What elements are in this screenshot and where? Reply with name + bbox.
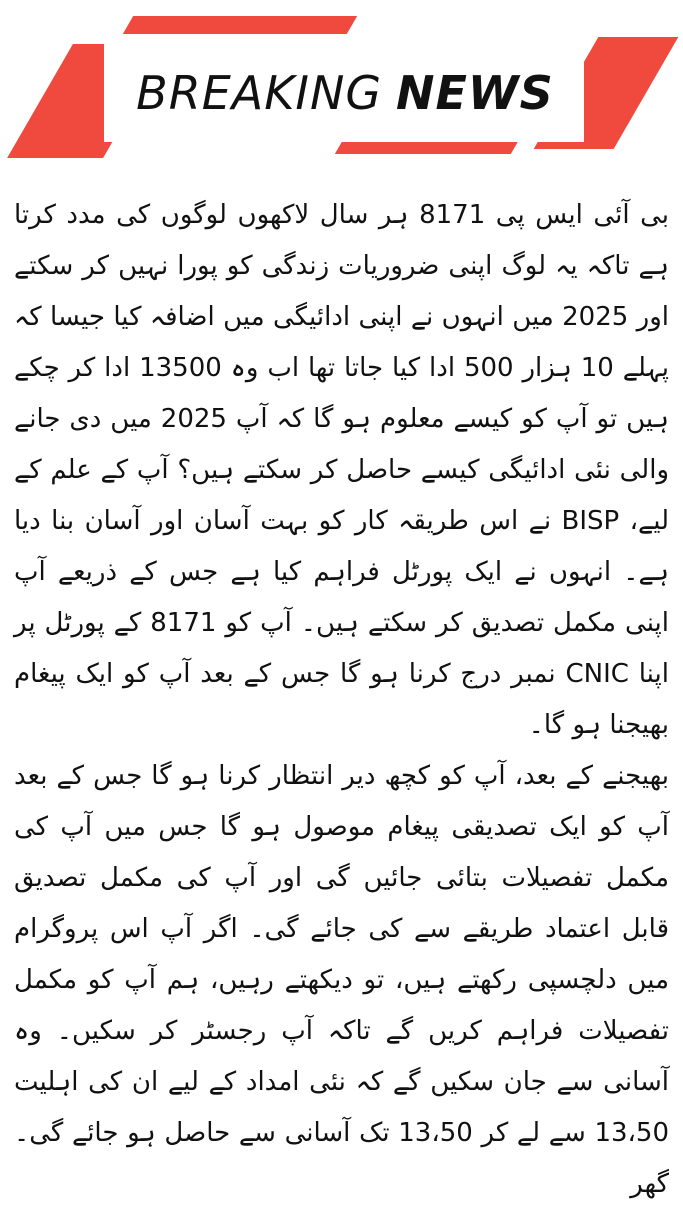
headline-word-breaking: BREAKING	[136, 66, 383, 120]
headline	[110, 58, 580, 128]
headline-word-news: NEWS	[396, 66, 554, 120]
article-body	[14, 190, 670, 1199]
article-paragraph: بی آئی ایس پی 8171 ہر سال لاکھوں لوگوں کی مدد کرتا ہے تاکہ یہ لوگ اپنی ضروریات زندگی کو پورا نہیں کر سکتے اور 2025 میں انہوں نے اپنی ادائیگی میں اضافہ کیا جیسا کہ پہلے 10 ہزار 500 ادا کیا جاتا تھا اب وہ 13500 ادا کر چکے ہیں تو آپ کو کیسے معلوم ہو گا کہ آپ 2025 میں دی جانے والی نئی ادائیگی کیسے حاصل کر سکتے ہیں؟ آپ کے علم کے لیے، BISP نے اس طریقہ کار کو بہت آسان اور آسان بنا دیا ہے۔ انہوں نے ایک پورٹل فراہم کیا ہے جس کے ذریعے آپ اپنی مکمل تصدیق کر سکتے ہیں۔ آپ کو 8171 کے پورٹل پر اپنا CNIC نمبر درج کرنا ہو گا جس کے بعد آپ کو ایک پیغام بھیجنا ہو گا۔	[14, 200, 670, 740]
breaking-news-banner	[0, 0, 683, 170]
article-paragraph: بھیجنے کے بعد، آپ کو کچھ دیر انتظار کرنا ہو گا جس کے بعد آپ کو ایک تصدیقی پیغام موصول ہو گا جس میں آپ کی مکمل تفصیلات بتائی جائیں گی اور آپ کی مکمل تصدیق قابل اعتماد طریقے سے کی جائے گی۔ اگر آپ اس پروگرام میں دلچسپی رکھتے ہیں، تو دیکھتے رہیں، ہم آپ کو مکمل تفصیلات فراہم کریں گے تاکہ آپ رجسٹر کر سکیں۔ وہ آسانی سے جان سکیں گے کہ نئی امداد کے لیے ان کی اہلیت 13،50 سے لے کر 13،50 تک آسانی سے حاصل ہو جائے گی۔ گھر	[14, 761, 669, 1199]
banner-stripe-top	[123, 16, 357, 34]
